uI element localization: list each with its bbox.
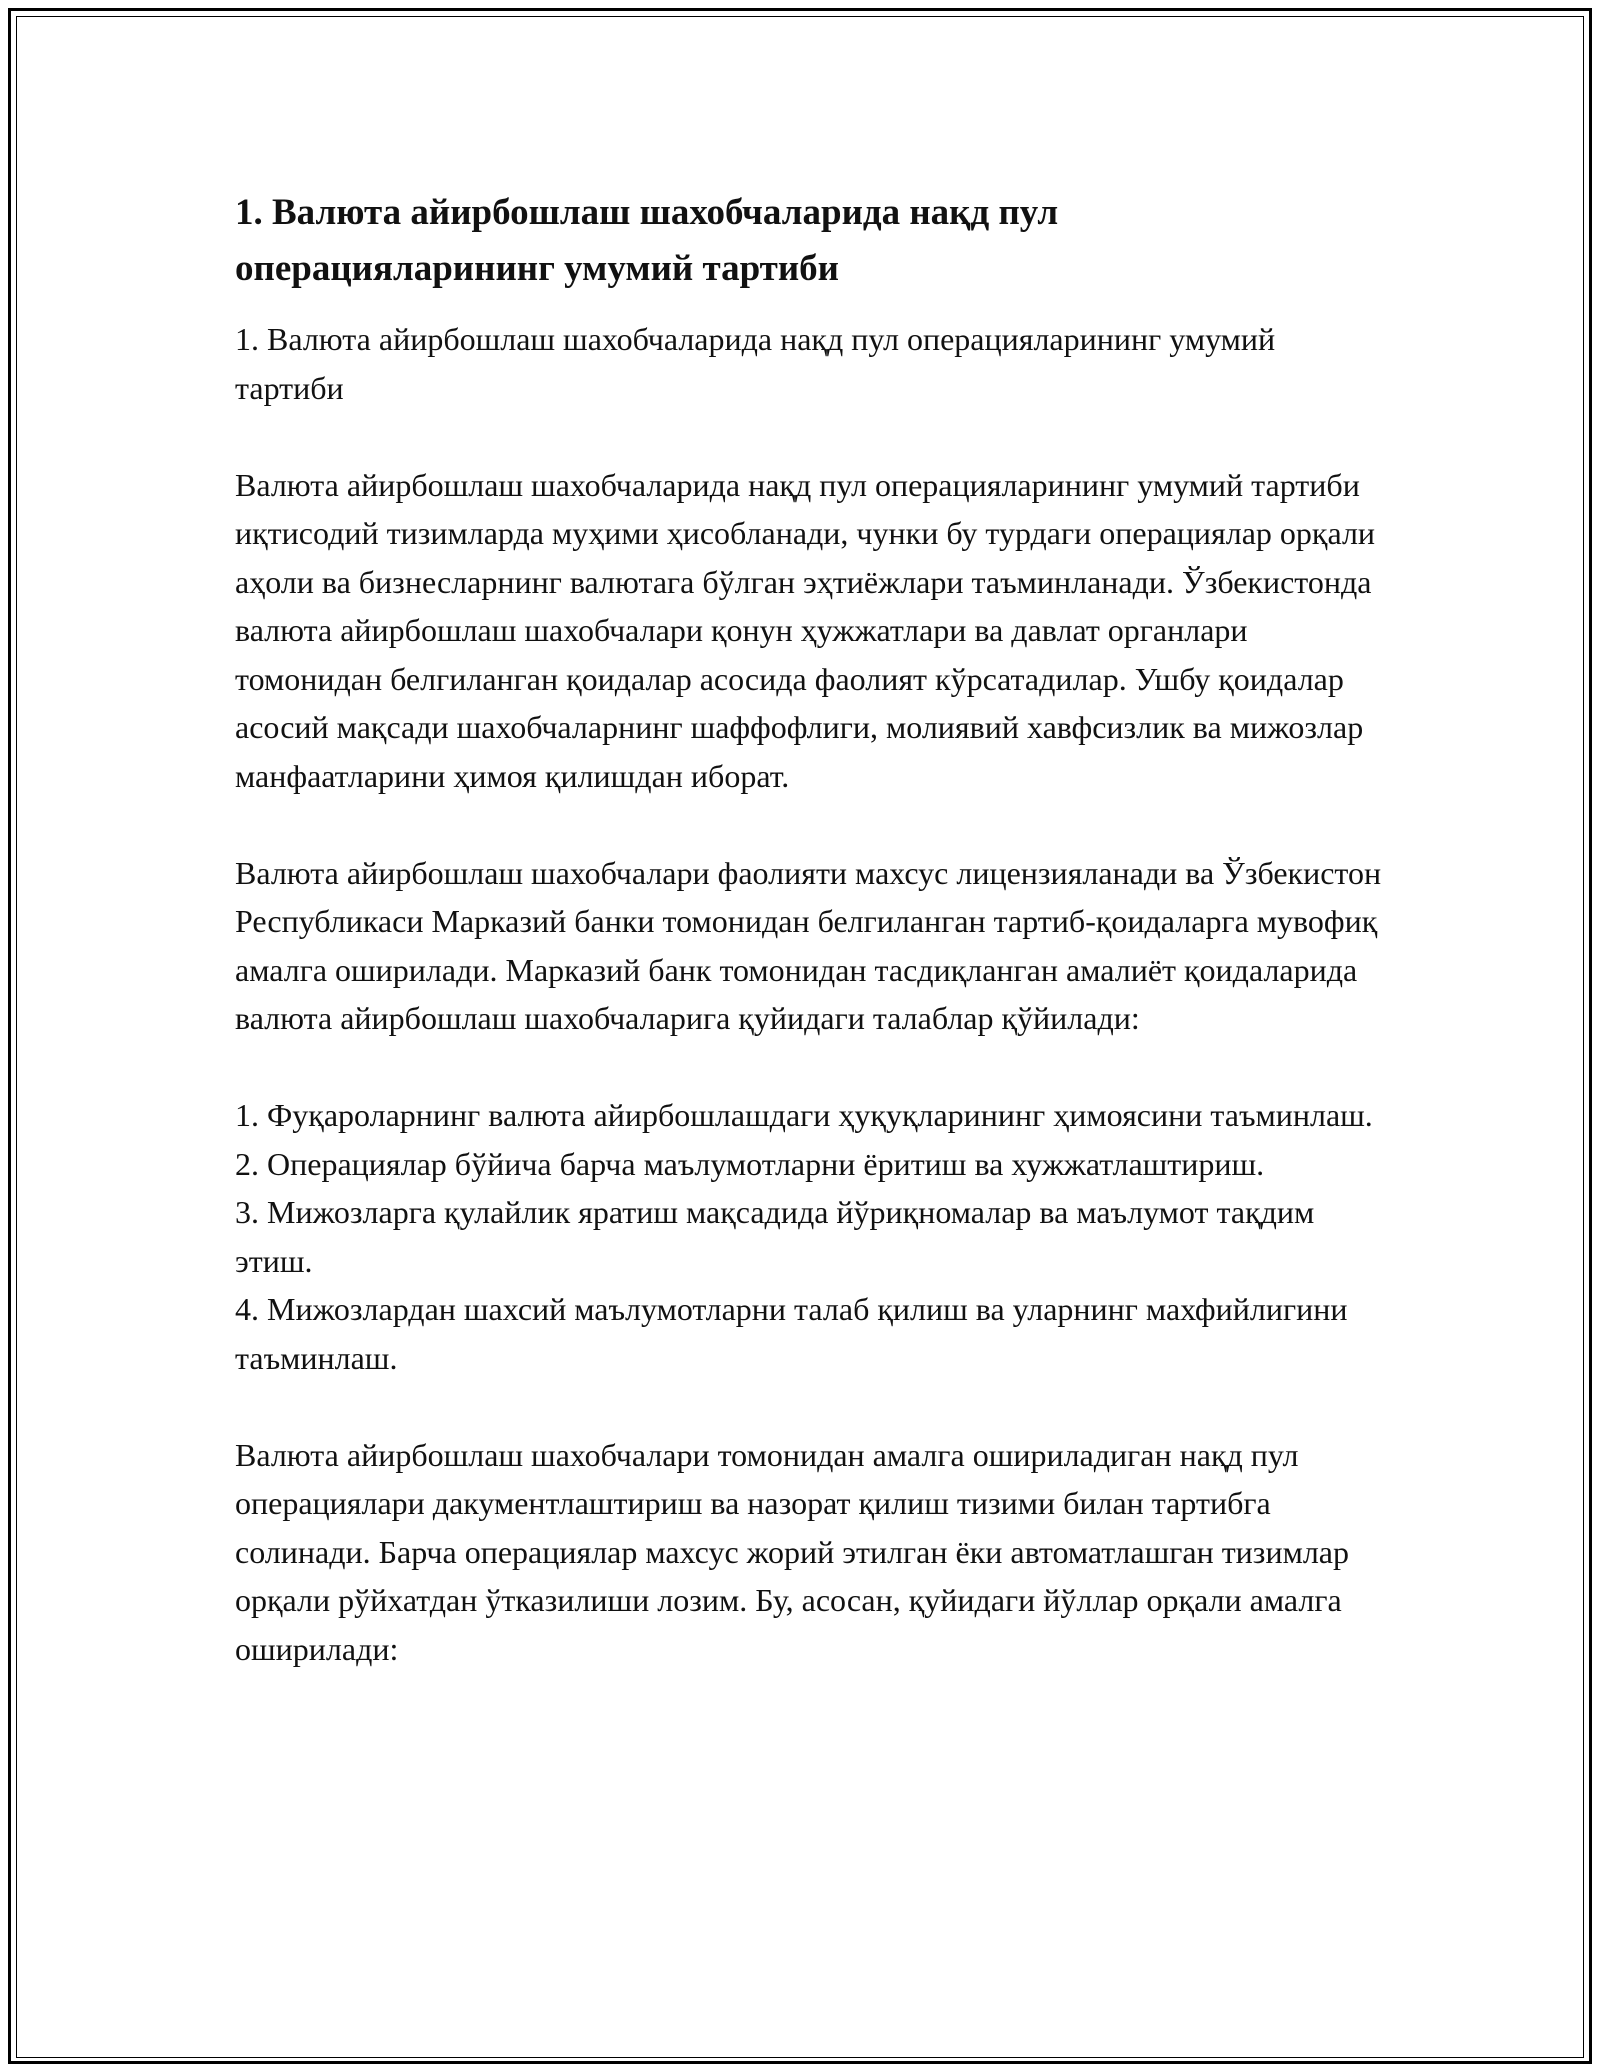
list-item: 2. Операциялар бўйича барча маълумотларни ёритиш ва хужжатлаштириш. xyxy=(235,1145,1265,1182)
paragraph-2: Валюта айирбошлаш шахобчаларида нақд пул операцияларининг умумий тартиби иқтисодий тизимларда муҳими ҳисобланади, чунки бу турдаги операциялар орқали аҳоли ва бизнесларнинг валютага бўлган эҳтиёжлари таъминланади. Ўзбекистонда валюта айирбошлаш шахобчалари қонун ҳужжатлари ва давлат органлари томонидан белгиланган қоидалар асосида фаолият кўрсатадилар. Ушбу қоидалар асосий мақсади шахобчаларнинг шаффофлиги, молиявий хавфсизлик ва мижозлар манфаатларини ҳимоя қилишдан иборат. xyxy=(235,466,1376,794)
document-body xyxy=(235,185,1385,1722)
list-item: 1. Фуқароларнинг валюта айирбошлашдаги ҳуқуқларининг ҳимоясини таъминлаш. xyxy=(235,1097,1373,1133)
document-title: 1. Валюта айирбошлаш шахобчаларида нақд пул операцияларининг умумий тартиби xyxy=(235,192,1059,289)
closing-paragraph: Валюта айирбошлаш шахобчалари томонидан амалга ошириладиган нақд пул операциялари дакументлаштириш ва назорат қилиш тизими билан тартибга солинади. Барча операциялар махсус жорий этилган ёки автоматлашган тизимлар орқали рўйхатдан ўтказилиши лозим. Бу, асосан, қуйидаги йўллар орқали амалга оширилади: xyxy=(235,1436,1349,1667)
list-item: 3. Мижозларга қулайлик яратиш мақсадида йўриқномалар ва маълумот тақдим этиш. xyxy=(235,1194,1315,1279)
list-item: 4. Мижозлардан шахсий маълумотларни талаб қилиш ва уларнинг махфийлигини таъминлаш. xyxy=(235,1291,1348,1376)
paragraph-3: Валюта айирбошлаш шахобчалари фаолияти махсус лицензияланади ва Ўзбекистон Республикаси Марказий банки томонидан белгиланган тартиб-қоидаларга мувофиқ амалга оширилади. Марказий банк томонидан тасдиқланган амалиёт қоидаларида валюта айирбошлаш шахобчаларига қуйидаги талаблар қўйилади: xyxy=(235,854,1382,1036)
paragraph-1: 1. Валюта айирбошлаш шахобчаларида нақд пул операцияларининг умумий тартиби xyxy=(235,321,1276,406)
requirements-list xyxy=(235,1091,1385,1382)
